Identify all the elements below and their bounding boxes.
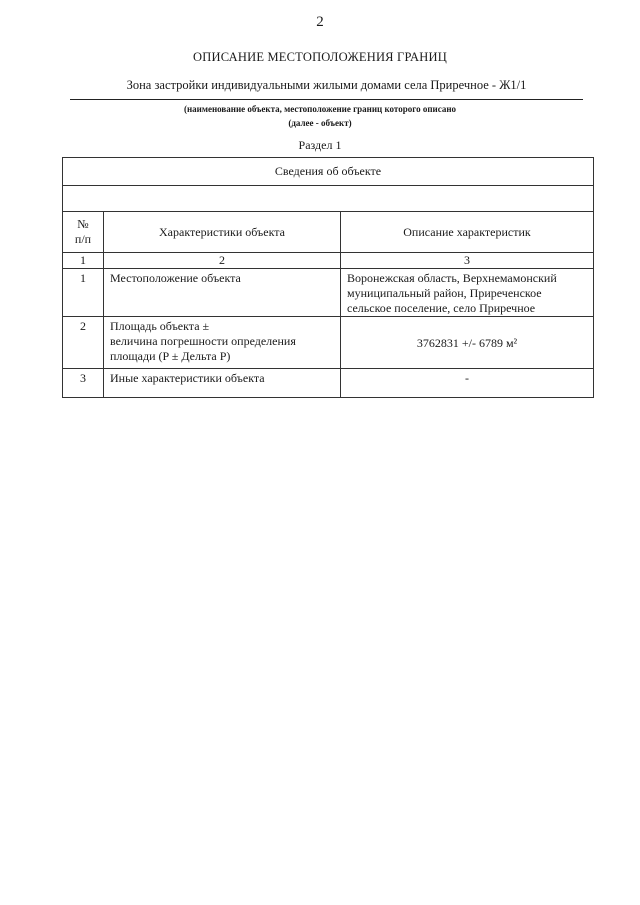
object-info-table bbox=[62, 157, 594, 398]
table-row bbox=[63, 317, 594, 369]
header-number: № п/п bbox=[63, 212, 104, 253]
section-label: Раздел 1 bbox=[298, 138, 342, 152]
table-header-row bbox=[63, 212, 594, 253]
column-number: 1 bbox=[63, 253, 104, 269]
table-row bbox=[63, 269, 594, 317]
table-title: Сведения об объекте bbox=[63, 158, 594, 186]
row-characteristic: Местоположение объекта bbox=[104, 269, 341, 317]
underline-divider bbox=[70, 99, 583, 100]
object-name: Зона застройки индивидуальными жилыми домами села Приречное - Ж1/1 bbox=[126, 78, 527, 92]
row-characteristic: Площадь объекта ± величина погрешности определения площади (P ± Дельта P) bbox=[104, 317, 341, 369]
row-description: - bbox=[341, 369, 594, 398]
row-number: 3 bbox=[63, 369, 104, 398]
object-name-caption: (наименование объекта, местоположение границ которого описано bbox=[183, 104, 457, 114]
column-number: 3 bbox=[341, 253, 594, 269]
row-number: 1 bbox=[63, 269, 104, 317]
column-number-row bbox=[63, 253, 594, 269]
column-number: 2 bbox=[104, 253, 341, 269]
table-empty-row bbox=[63, 186, 594, 212]
object-name-caption-continued: (далее - объект) bbox=[288, 118, 352, 128]
row-characteristic: Иные характеристики объекта bbox=[104, 369, 341, 398]
table-row bbox=[63, 369, 594, 398]
empty-cell bbox=[63, 186, 594, 212]
row-description: 3762831 +/- 6789 м² bbox=[341, 317, 594, 369]
header-description: Описание характеристик bbox=[341, 212, 594, 253]
row-description: Воронежская область, Верхнемамонский муниципальный район, Приреченское сельское поселение, село Приречное bbox=[341, 269, 594, 317]
page-number: 2 bbox=[316, 14, 324, 30]
table-title-row bbox=[63, 158, 594, 186]
document-title: ОПИСАНИЕ МЕСТОПОЛОЖЕНИЯ ГРАНИЦ bbox=[193, 50, 447, 64]
row-number: 2 bbox=[63, 317, 104, 369]
header-characteristic: Характеристики объекта bbox=[104, 212, 341, 253]
